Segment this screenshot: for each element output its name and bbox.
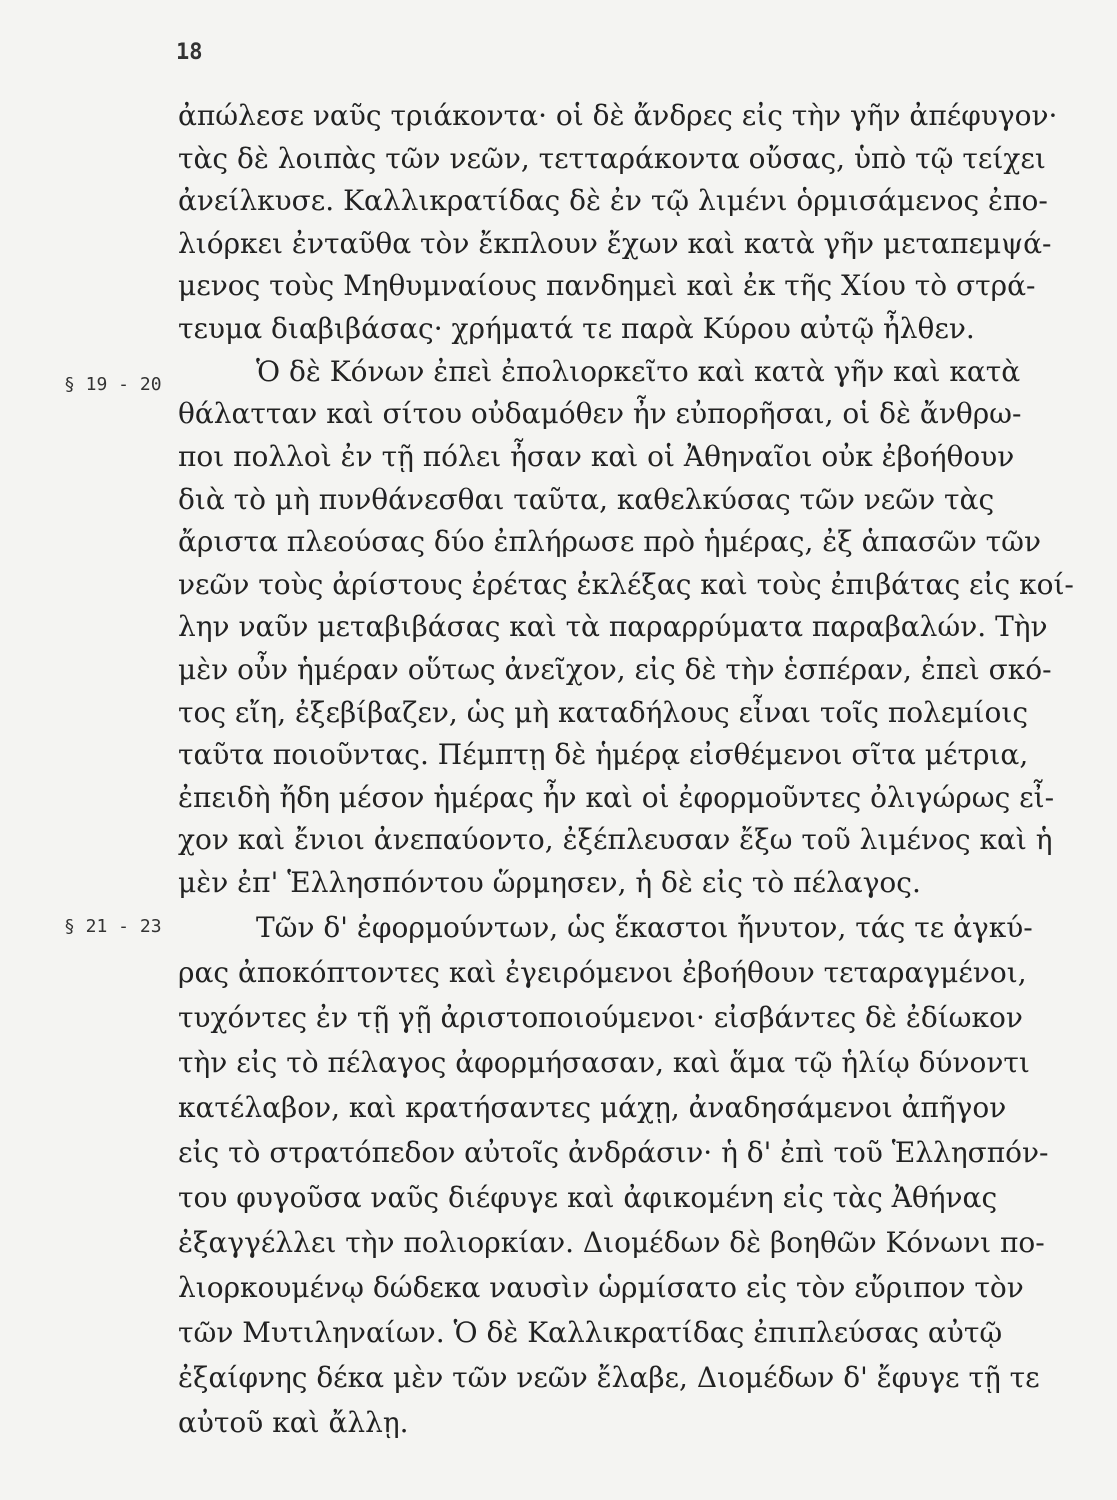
text-line: λιορκουμένῳ δώδεκα ναυσὶν ὡρμίσατο εἰς τὸν εὔριπον τὸν <box>178 1271 1024 1304</box>
text-line: ἐπειδὴ ἤδη μέσον ἡμέρας ἦν καὶ οἱ ἐφορμοῦντες ὀλιγώρως εἶ- <box>178 781 1055 814</box>
text-line: ρας ἀποκόπτοντες καὶ ἐγειρόμενοι ἐβοήθουν τεταραγμένοι, <box>178 956 1027 989</box>
text-line: Ὁ δὲ Κόνων ἐπεὶ ἐπολιορκεῖτο καὶ κατὰ γῆν καὶ κατὰ <box>256 355 1021 388</box>
text-line: Τῶν δ' ἐφορμούντων, ὡς ἕκαστοι ἤνυτον, τάς τε ἀγκύ- <box>256 911 1033 944</box>
text-line: ταῦτα ποιοῦντας. Πέμπτῃ δὲ ἡμέρᾳ εἰσθέμενοι σῖτα μέτρια, <box>178 738 1029 771</box>
text-line: νεῶν τοὺς ἀρίστους ἐρέτας ἐκλέξας καὶ τοὺς ἐπιβάτας εἰς κοί- <box>178 568 1074 601</box>
text-line: λην ναῦν μεταβιβάσας καὶ τὰ παραρρύματα παραβαλών. Τὴν <box>178 610 1048 643</box>
text-line: τευμα διαβιβάσας· χρήματά τε παρὰ Κύρου αὐτῷ ἦλθεν. <box>178 312 975 345</box>
text-line: αὐτοῦ καὶ ἄλλῃ. <box>178 1406 409 1439</box>
text-line: ἀπώλεσε ναῦς τριάκοντα· οἱ δὲ ἄνδρες εἰς τὴν γῆν ἀπέφυγον· <box>178 99 1058 132</box>
margin-note-section-19-20: § 19 - 20 <box>64 374 162 395</box>
text-line: εἰς τὸ στρατόπεδον αὐτοῖς ἀνδράσιν· ἡ δ' ἐπὶ τοῦ Ἑλλησπόν- <box>178 1136 1049 1169</box>
text-line: ἐξαίφνης δέκα μὲν τῶν νεῶν ἔλαβε, Διομέδων δ' ἔφυγε τῇ τε <box>178 1361 1040 1394</box>
text-line: ἄριστα πλεούσας δύο ἐπλήρωσε πρὸ ἡμέρας, ἐξ ἁπασῶν τῶν <box>178 525 1042 558</box>
text-line: μὲν ἐπ' Ἑλλησπόντου ὥρμησεν, ἡ δὲ εἰς τὸ πέλαγος. <box>178 866 921 899</box>
page-number: 18 <box>176 40 203 65</box>
text-line: ποι πολλοὶ ἐν τῇ πόλει ἦσαν καὶ οἱ Ἀθηναῖοι οὐκ ἐβοήθουν <box>178 440 1015 473</box>
text-line: μὲν οὖν ἡμέραν οὕτως ἀνεῖχον, εἰς δὲ τὴν ἑσπέραν, ἐπεὶ σκό- <box>178 653 1052 686</box>
text-line: ἀνείλκυσε. Καλλικρατίδας δὲ ἐν τῷ λιμένι ὁρμισάμενος ἐπο- <box>178 184 1048 217</box>
text-line: τυχόντες ἐν τῇ γῇ ἀριστοποιούμενοι· εἰσβάντες δὲ ἐδίωκον <box>178 1001 1023 1034</box>
text-line: τὰς δὲ λοιπὰς τῶν νεῶν, τετταράκοντα οὔσας, ὑπὸ τῷ τείχει <box>178 142 1046 175</box>
text-line: τος εἴη, ἐξεβίβαζεν, ὡς μὴ καταδήλους εἶναι τοῖς πολεμίοις <box>178 696 1029 729</box>
text-line: τῶν Μυτιληναίων. Ὁ δὲ Καλλικρατίδας ἐπιπλεύσας αὐτῷ <box>178 1316 1003 1349</box>
text-line: χον καὶ ἔνιοι ἀνεπαύοντο, ἐξέπλευσαν ἔξω τοῦ λιμένος καὶ ἡ <box>178 823 1053 856</box>
text-line: θάλατταν καὶ σίτου οὐδαμόθεν ἦν εὐπορῆσαι, οἱ δὲ ἄνθρω- <box>178 397 1022 430</box>
text-line: μενος τοὺς Μηθυμναίους πανδημεὶ καὶ ἐκ τῆς Χίου τὸ στρά- <box>178 269 1036 302</box>
margin-note-section-21-23: § 21 - 23 <box>64 916 162 937</box>
text-line: λιόρκει ἐνταῦθα τὸν ἔκπλουν ἔχων καὶ κατὰ γῆν μεταπεμψά- <box>178 227 1052 260</box>
text-line: ἐξαγγέλλει τὴν πολιορκίαν. Διομέδων δὲ βοηθῶν Κόνωνι πο- <box>178 1226 1045 1259</box>
text-line: του φυγοῦσα ναῦς διέφυγε καὶ ἀφικομένη εἰς τὰς Ἀθήνας <box>178 1181 998 1214</box>
text-line: διὰ τὸ μὴ πυνθάνεσθαι ταῦτα, καθελκύσας τῶν νεῶν τὰς <box>178 483 995 516</box>
text-line: τὴν εἰς τὸ πέλαγος ἀφορμήσασαν, καὶ ἅμα τῷ ἡλίῳ δύνοντι <box>178 1046 1030 1079</box>
text-line: κατέλαβον, καὶ κρατήσαντες μάχῃ, ἀναδησάμενοι ἀπῆγον <box>178 1091 1007 1124</box>
